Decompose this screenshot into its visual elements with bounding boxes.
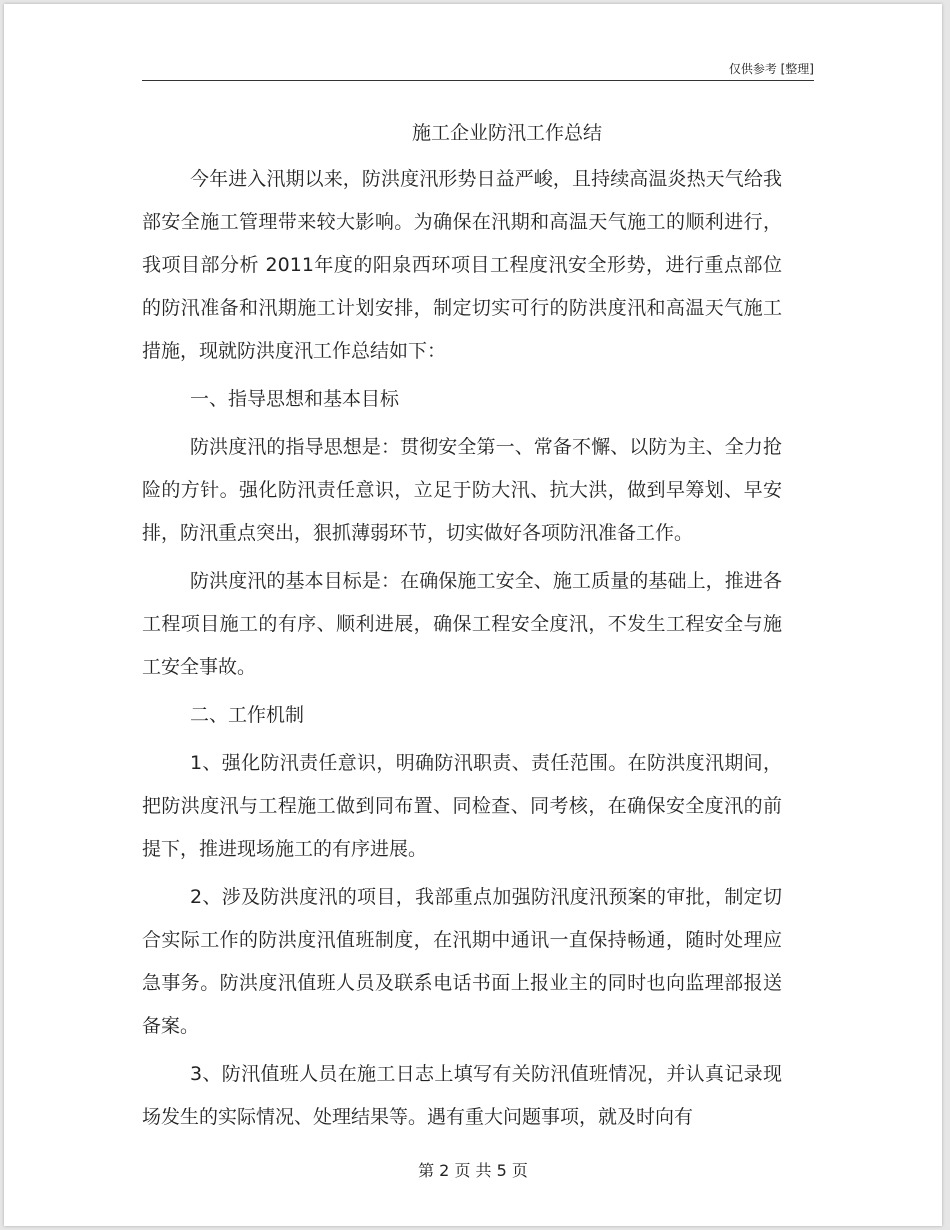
page-number-footer: 第 2 页 共 5 页: [418, 1161, 528, 1180]
paragraph-intro: 今年进入汛期以来，防洪度汛形势日益严峻，且持续高温炎热天气给我部安全施工管理带来较大影响。为确保在汛期和高温天气施工的顺利进行，我项目部分析 2011年度的阳泉西环项目工程度汛安全形势，进行重点部位的防汛准备和汛期施工计划安排，制定切实可行的防洪度汛和高温天气施工措施，现就防洪度汛工作总结如下：: [142, 168, 782, 362]
header-divider: [142, 80, 814, 81]
paragraph-item-2: 2、涉及防洪度汛的项目，我部重点加强防汛度汛预案的审批，制定切合实际工作的防洪度汛值班制度，在汛期中通讯一直保持畅通，随时处理应急事务。防洪度汛值班人员及联系电话书面上报业主的同时也向监理部报送备案。: [142, 886, 782, 1037]
section-heading-1: 一、指导思想和基本目标: [190, 388, 400, 410]
paragraph-item-3: 3、防汛值班人员在施工日志上填写有关防汛值班情况，并认真记录现场发生的实际情况、处理结果等。遇有重大问题事项，就及时向有: [142, 1063, 782, 1128]
document-body: [142, 116, 782, 1144]
paragraph-guiding-idea: 防洪度汛的指导思想是：贯彻安全第一、常备不懈、以防为主、全力抢险的方针。强化防汛责任意识，立足于防大汛、抗大洪，做到早筹划、早安排，防汛重点突出，狠抓薄弱环节，切实做好各项防汛准备工作。: [142, 436, 782, 544]
section-heading-2: 二、工作机制: [190, 704, 305, 726]
document-page: [4, 4, 942, 1226]
document-title: 施工企业防汛工作总结: [411, 122, 602, 144]
page-header-note: 仅供参考 [整理]: [728, 62, 814, 76]
paragraph-basic-goal: 防洪度汛的基本目标是：在确保施工安全、施工质量的基础上，推进各工程项目施工的有序、顺利进展，确保工程安全度汛，不发生工程安全与施工安全事故。: [142, 570, 782, 678]
paragraph-item-1: 1、强化防汛责任意识，明确防汛职责、责任范围。在防洪度汛期间，把防洪度汛与工程施工做到同布置、同检查、同考核，在确保安全度汛的前提下，推进现场施工的有序进展。: [142, 752, 782, 860]
